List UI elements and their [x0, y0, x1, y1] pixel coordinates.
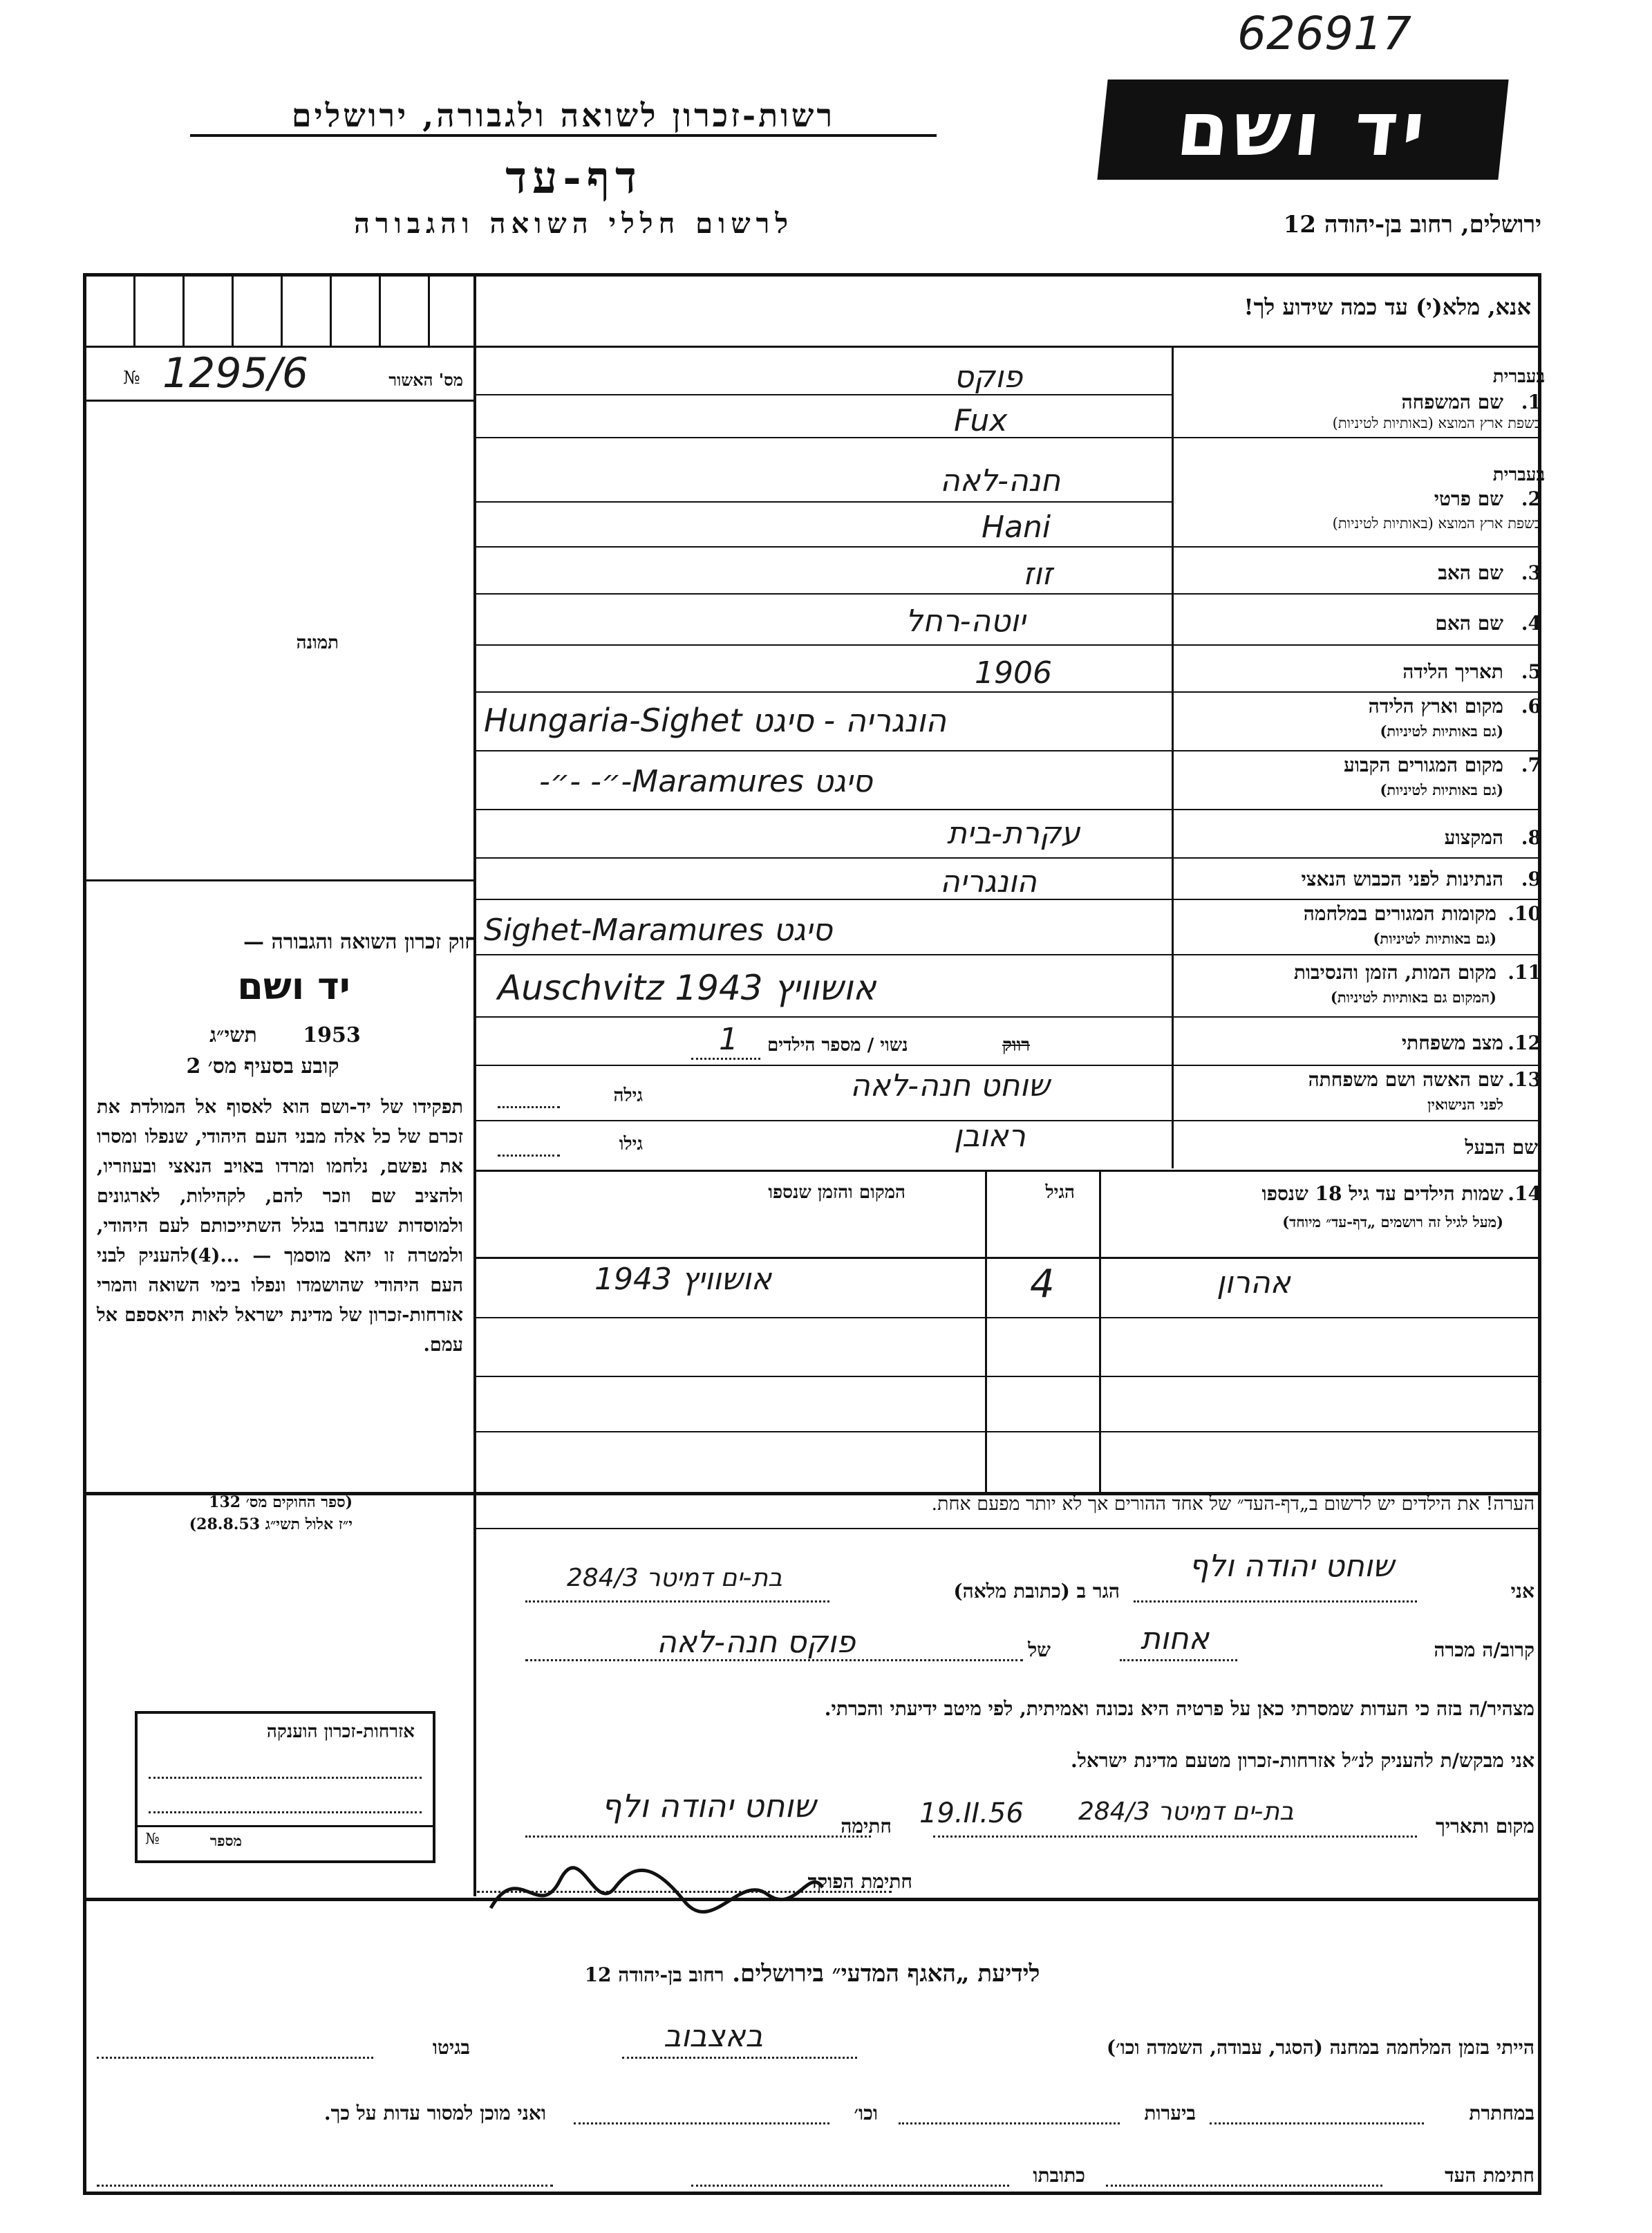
- field13-value: שוחט חנה-לאה: [850, 1068, 1050, 1103]
- law-year-he: תשי״ג: [209, 1023, 257, 1047]
- field2-hebrew-label: בעברית: [1492, 465, 1545, 485]
- resident-line: [525, 1600, 829, 1603]
- place-date-line: [933, 1835, 1417, 1838]
- husband-age-line: [498, 1155, 560, 1157]
- row-line: [473, 857, 1541, 859]
- field10-sub: (גם באותיות לטיניות): [1373, 930, 1496, 947]
- footer-line1-value: באצבוב: [664, 2019, 763, 2054]
- field8-number: 8.: [1521, 826, 1541, 849]
- divider: [473, 346, 1541, 348]
- underground-label: במחתרת: [1469, 2102, 1534, 2124]
- footer-address: רחוב בן-יהודה 12: [584, 1963, 724, 1986]
- field11-label: מקום המות, הזמן והנסיבות: [1293, 961, 1496, 984]
- relation-label: קרוב/ה מכרה: [1434, 1638, 1534, 1661]
- field1-sub: בשפת ארץ המוצא (באותיות לטיניות): [1332, 415, 1541, 431]
- field3-value: זוז: [1023, 557, 1053, 592]
- row-line: [473, 501, 1172, 503]
- row-line: [473, 437, 1541, 438]
- field1-value-he: פוקס: [954, 359, 1023, 395]
- row-line: [473, 809, 1541, 810]
- child-place: אושוויץ 1943: [594, 1262, 772, 1297]
- underground-line: [1210, 2122, 1424, 2124]
- divider: [473, 273, 476, 1493]
- officer-signature: [477, 1839, 836, 1929]
- serial-number: 626917: [1237, 7, 1411, 60]
- footer-line1: הייתי בזמן המלחמה במחנה (הסגר, עבודה, השמדה וכו׳): [1106, 2036, 1534, 2059]
- row-line: [473, 750, 1541, 751]
- children-col-divider: [1099, 1170, 1101, 1493]
- field10-number: 10.: [1508, 902, 1541, 925]
- section-divider: [83, 1898, 1541, 1901]
- citizenship-no-mark: №: [145, 1831, 160, 1848]
- field6-number: 6.: [1521, 695, 1541, 718]
- witness-signature-label: חתימת העד: [1445, 2164, 1534, 2187]
- officer-label: חתימת הפוקד: [807, 1870, 912, 1893]
- row-line: [473, 546, 1541, 548]
- ready-label: ואני מוכן למסור עדות על כך.: [323, 2102, 546, 2124]
- wife-age-label: גילה: [613, 1085, 643, 1106]
- row-line: [473, 1170, 1541, 1172]
- field8-value: עקרת-בית: [947, 816, 1080, 851]
- husband-label: שם הבעל: [1465, 1136, 1538, 1159]
- field11-value: Auschvitz 1943 אושוויץ: [498, 968, 876, 1008]
- children-header-line: [473, 1257, 1541, 1259]
- row-line: [473, 644, 1541, 646]
- witness-address-line2: [97, 2185, 553, 2187]
- declarant-name: שוחט יהודה ולף: [1189, 1549, 1394, 1584]
- approval-value: 1295/6: [162, 349, 309, 398]
- field10-value: Sighet-Maramures סיגט: [484, 913, 833, 948]
- field3-label: שם האב: [1438, 561, 1503, 584]
- divider: [86, 879, 473, 881]
- resident-value: בת-ים דמיטר 284/3: [567, 1564, 782, 1592]
- etc-label: וכו׳: [854, 2102, 878, 2124]
- yad-vashem-logo: [1097, 80, 1508, 180]
- children-row-line: [473, 1376, 1541, 1377]
- place-date-value: בת-ים דמיטר 284/3: [1078, 1797, 1294, 1826]
- children-col-age: הגיל: [1045, 1182, 1075, 1203]
- field2-label: שם פרטי: [1434, 487, 1503, 510]
- approval-no-mark: №: [123, 368, 140, 389]
- request-text: אני מבקש/ת להעניק לנ״ל אזרחות-זכרון מטעם מדינת ישראל.: [1071, 1749, 1534, 1772]
- approval-boxes: [86, 277, 473, 346]
- field9-value: הונגריה: [940, 864, 1037, 899]
- field1-number: 1.: [1521, 391, 1541, 413]
- declarant-line: [1134, 1600, 1417, 1603]
- field10-label: מקומות המגורים במלחמה: [1303, 902, 1496, 925]
- note-text: הערה! את הילדים יש לרשום ב„דף-העד״ של אחד ההורים אך לא יותר מפעם אחת.: [931, 1493, 1534, 1515]
- law-source1: (ספר החוקים מס׳ 132: [209, 1493, 353, 1511]
- field12-text: נשוי / מספר הילדים: [767, 1035, 908, 1056]
- husband-value: ראובן: [954, 1119, 1026, 1154]
- signature-value: שוחט יהודה ולף: [601, 1787, 816, 1824]
- field5-label: תאריך הלידה: [1402, 660, 1503, 683]
- field13-sub: לפני הנישואין: [1427, 1096, 1503, 1113]
- field11-number: 11.: [1508, 961, 1541, 984]
- approval-label: מס' האשור: [388, 370, 463, 390]
- child-age: 4: [1030, 1262, 1055, 1307]
- footer-heading: [83, 1960, 1541, 1988]
- section-divider: [473, 1492, 476, 1896]
- instruction-text: אנא, מלא(י) עד כמה שידוע לך!: [1243, 294, 1531, 320]
- field7-number: 7.: [1521, 754, 1541, 776]
- signature-label: חתימה: [841, 1815, 892, 1838]
- children-number: 14.: [1508, 1182, 1541, 1205]
- field3-number: 3.: [1521, 561, 1541, 584]
- wife-age-line: [498, 1106, 560, 1108]
- citizenship-line: [149, 1811, 422, 1813]
- field2-sub: בשפת ארץ המוצא (באותיות לטיניות): [1332, 515, 1541, 532]
- witness-address-line: [691, 2185, 1009, 2187]
- photo-label: תמונה: [296, 633, 339, 653]
- field12-number: 12.: [1508, 1031, 1541, 1054]
- field1-label: שם המשפחה: [1401, 391, 1503, 413]
- field4-label: שם האם: [1435, 612, 1503, 635]
- row-line: [473, 394, 1172, 395]
- child-name: אהרון: [1217, 1265, 1290, 1300]
- field9-label: הנתינות לפני הכבוש הנאצי: [1301, 868, 1503, 890]
- law-clause: קובע בסעיף מס׳ 2: [186, 1054, 339, 1078]
- logo-text: יד ושם: [1172, 86, 1434, 173]
- law-source2: י״ז אלול תשי״ג 28.8.53): [189, 1515, 353, 1533]
- law-name: יד ושם: [237, 964, 350, 1008]
- field1-value-lat: Fux: [954, 403, 1008, 438]
- field6-value: Hungaria-Sighet הונגריה - סיגט: [484, 702, 947, 739]
- field5-number: 5.: [1521, 660, 1541, 683]
- place-date-label: מקום ותאריך: [1435, 1815, 1534, 1838]
- field12-value: 1: [719, 1022, 738, 1057]
- witness-address-label: כתובתו: [1033, 2164, 1085, 2187]
- ghetto-line: [97, 2057, 373, 2059]
- law-text: תפקידו של יד-ושם הוא לאסוף אל המולדת את זכרם של כל אלה מבני העם היהודי, שנפלו ומסרו את נפשם, נלחמו ומרדו באויב הנאצי ובעוזריו, ולהציב שם וזכר להם, לקהילות, לארגונים ולמוסדות שנחרבו בגלל השתייכותם לעם היהודי, ולמטרה זו יהא מוסמך — ...(4)להעניק לבני העם היהודי שהושמדו ונפלו בימי השואה והמרי אזרחות-זכרון של מדינת ישראל לאות היאספם אל עמם.: [97, 1096, 463, 1356]
- relation-value: אחות: [1141, 1621, 1210, 1656]
- ghetto-label: בגיטו: [432, 2036, 470, 2059]
- declarant-ani: אני: [1510, 1580, 1534, 1603]
- citizenship-title: אזרחות-זכרון הוענקה: [266, 1721, 415, 1742]
- citizenship-line: [149, 1777, 422, 1779]
- children-sub: (מעל לגיל זה רושמים „דף-עד״ מיוחד): [1282, 1213, 1503, 1231]
- field12-prefix: רווק: [1002, 1035, 1030, 1056]
- children-row-line: [473, 1431, 1541, 1432]
- row-line: [473, 691, 1541, 693]
- field2-value-lat: Hani: [982, 510, 1051, 545]
- etc-line: [574, 2122, 829, 2124]
- row-line: [473, 1016, 1541, 1018]
- field12-line: [691, 1058, 760, 1060]
- form-subtitle: לרשום חללי השואה והגבורה: [353, 207, 794, 240]
- witness-signature-line: [1106, 2185, 1382, 2187]
- row-line: [473, 1065, 1541, 1066]
- of-value: פוקס חנה-לאה: [657, 1625, 856, 1660]
- field5-value: 1906: [975, 655, 1052, 691]
- footer-heading-text: לידיעת „האגף המדעי״ בירושלים.: [732, 1960, 1040, 1988]
- header-address: ירושלים, רחוב בן-יהודה 12: [1283, 211, 1541, 239]
- citizenship-number-label: מספר: [209, 1832, 242, 1849]
- divider: [86, 400, 473, 402]
- citizenship-number-row: [135, 1825, 435, 1827]
- law-year: 1953: [303, 1023, 361, 1047]
- field7-value: -״- -״-Maramures סיגט: [539, 764, 873, 799]
- org-name: רשות-זכרון לשואה ולגבורה, ירושלים: [190, 97, 937, 137]
- relation-line: [1120, 1659, 1237, 1661]
- husband-age-label: גילו: [619, 1134, 643, 1155]
- declaration-text: מצהיר/ה בזה כי העדות שמסרתי כאן על פרטיה היא נכונה ואמיתית, לפי מיטב ידיעתי והכרתי.: [824, 1697, 1534, 1720]
- resident-label: הגר ב (כתובת מלאה): [953, 1580, 1120, 1603]
- children-label: שמות הילדים עד גיל 18 שנספו: [1261, 1182, 1503, 1205]
- field8-label: המקצוע: [1444, 826, 1503, 849]
- of-label: של: [1028, 1638, 1051, 1661]
- forests-line: [899, 2122, 1120, 2124]
- field6-label: מקום וארץ הלידה: [1368, 695, 1503, 718]
- field2-value-he: חנה-לאה: [940, 463, 1061, 498]
- field13-label: שם האשה ושם משפחתה: [1308, 1068, 1503, 1091]
- children-col-place: המקום והזמן שנספו: [768, 1182, 905, 1203]
- field7-sub: (גם באותיות לטיניות): [1380, 781, 1503, 798]
- divider: [86, 346, 473, 348]
- field7-label: מקום המגורים הקבוע: [1344, 754, 1503, 776]
- date-value: 19.II.56: [919, 1797, 1024, 1829]
- row-line: [473, 954, 1541, 955]
- field2-number: 2.: [1521, 487, 1541, 510]
- row-line: [473, 593, 1541, 595]
- field1-hebrew-label: בעברית: [1492, 366, 1545, 387]
- law-title: חוק זכרון השואה והגבורה —: [243, 930, 477, 954]
- divider: [1172, 346, 1174, 1168]
- field12-label: מצב משפחתי: [1401, 1031, 1503, 1054]
- field4-number: 4.: [1521, 612, 1541, 635]
- children-row-line: [473, 1317, 1541, 1318]
- children-col-divider: [985, 1170, 987, 1493]
- form-title: דף-עד: [505, 152, 642, 204]
- footer-line1-dots: [622, 2057, 857, 2059]
- field6-sub: (גם באותיות לטיניות): [1380, 722, 1503, 740]
- field4-value: יוטה-רחל: [905, 604, 1026, 639]
- field13-number: 13.: [1508, 1068, 1541, 1091]
- field11-sub: (המקום גם באותיות לטיניות): [1330, 989, 1496, 1006]
- forests-label: ביערות: [1144, 2102, 1196, 2124]
- note-divider: [473, 1528, 1541, 1529]
- signature-line: [525, 1835, 871, 1838]
- field9-number: 9.: [1521, 868, 1541, 890]
